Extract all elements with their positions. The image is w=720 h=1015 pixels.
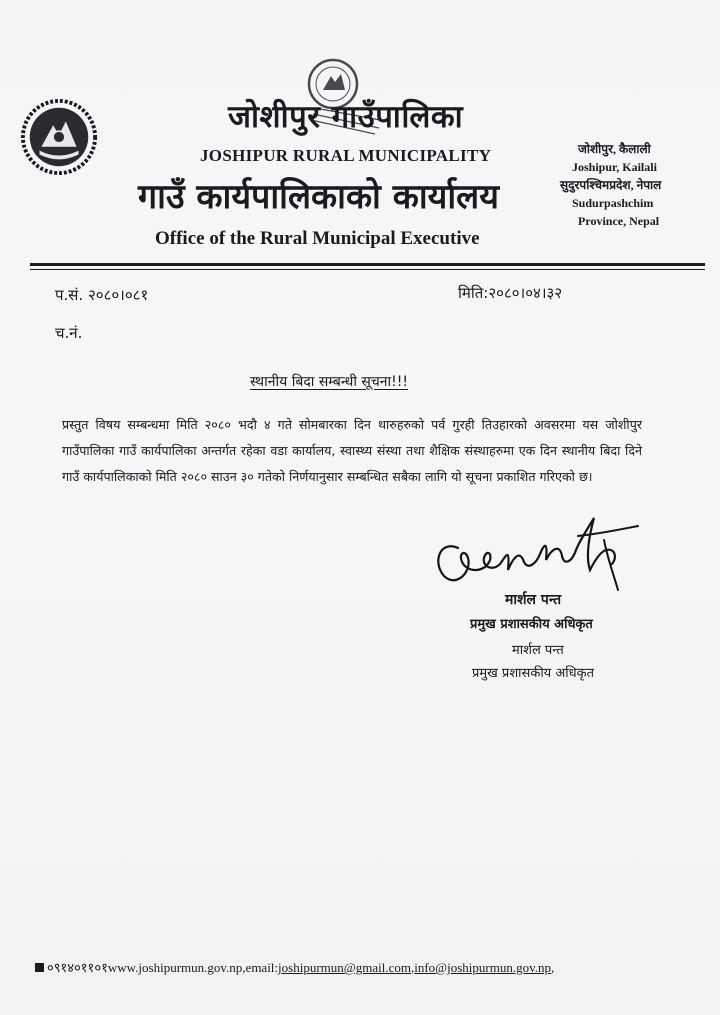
handwritten-signature-icon	[428, 500, 648, 595]
office-address	[560, 140, 700, 230]
address-line: Province, Nepal	[578, 214, 660, 228]
header-divider-thick	[30, 263, 705, 266]
municipality-name-english: JOSHIPUR RURAL MUNICIPALITY	[200, 146, 492, 165]
footer-email-primary[interactable]: joshipurmun@gmail.com	[278, 960, 411, 975]
notice-subject: स्थानीय बिदा सम्बन्धी सूचना!!!	[250, 374, 408, 390]
header-divider-thin	[30, 269, 705, 270]
notice-body: प्रस्तुत विषय सम्बन्धमा मिति २०८० भदौ ४ गते सोमबारका दिन थारुहरुको पर्व गुरही तिउहारको अवसरमा यस जोशीपुर गाउँपालिका गाउँ कार्यपालिका अन्तर्गत रहेका वडा कार्यालय, स्वास्थ्य संस्था तथा शैक्षिक संस्थाहरुमा एक दिन स्थानीय बिदा दिने गाउँ कार्यपालिकाको मिति २०८० साउन ३० गतेको निर्णयानुसार सम्बन्धित सबैका लागि यो सूचना प्रकाशित गरिएको छ।	[62, 417, 642, 484]
reference-number: प.सं. २०८०।०८१	[55, 286, 149, 304]
signatory-name: मार्शल पन्त	[505, 592, 562, 608]
footer-phone: ०९१४०११०१	[47, 960, 108, 975]
footer-website[interactable]: www.joshipurmun.gov.np,email:	[107, 960, 279, 975]
signatory-title-repeat: प्रमुख प्रशासकीय अधिकृत	[472, 666, 595, 681]
issue-date: मिति:२०८०।०४।३२	[458, 284, 563, 302]
dispatch-number: च.नं.	[55, 324, 83, 342]
address-line: Sudurpashchim	[572, 196, 654, 210]
address-line: सुदुरपश्चिमप्रदेश, नेपाल	[560, 178, 662, 192]
footer-contact	[35, 958, 554, 976]
office-name-english: Office of the Rural Municipal Executive	[155, 228, 480, 249]
phone-icon	[35, 963, 44, 972]
address-line: Joshipur, Kailali	[572, 160, 657, 174]
signatory-name-repeat: मार्शल पन्त	[512, 643, 564, 658]
signatory-title: प्रमुख प्रशासकीय अधिकृत	[470, 617, 593, 632]
footer-end: ,	[551, 960, 555, 975]
address-line: जोशीपुर, कैलाली	[578, 142, 651, 156]
nepal-emblem-icon	[20, 98, 98, 176]
footer-separator: ,	[410, 960, 415, 975]
municipality-name-nepali: जोशीपुर गाउँपालिका	[228, 99, 464, 135]
office-name-nepali: गाउँ कार्यपालिकाको कार्यालय	[138, 177, 499, 217]
footer-email-secondary[interactable]: info@joshipurmun.gov.np	[414, 960, 552, 975]
